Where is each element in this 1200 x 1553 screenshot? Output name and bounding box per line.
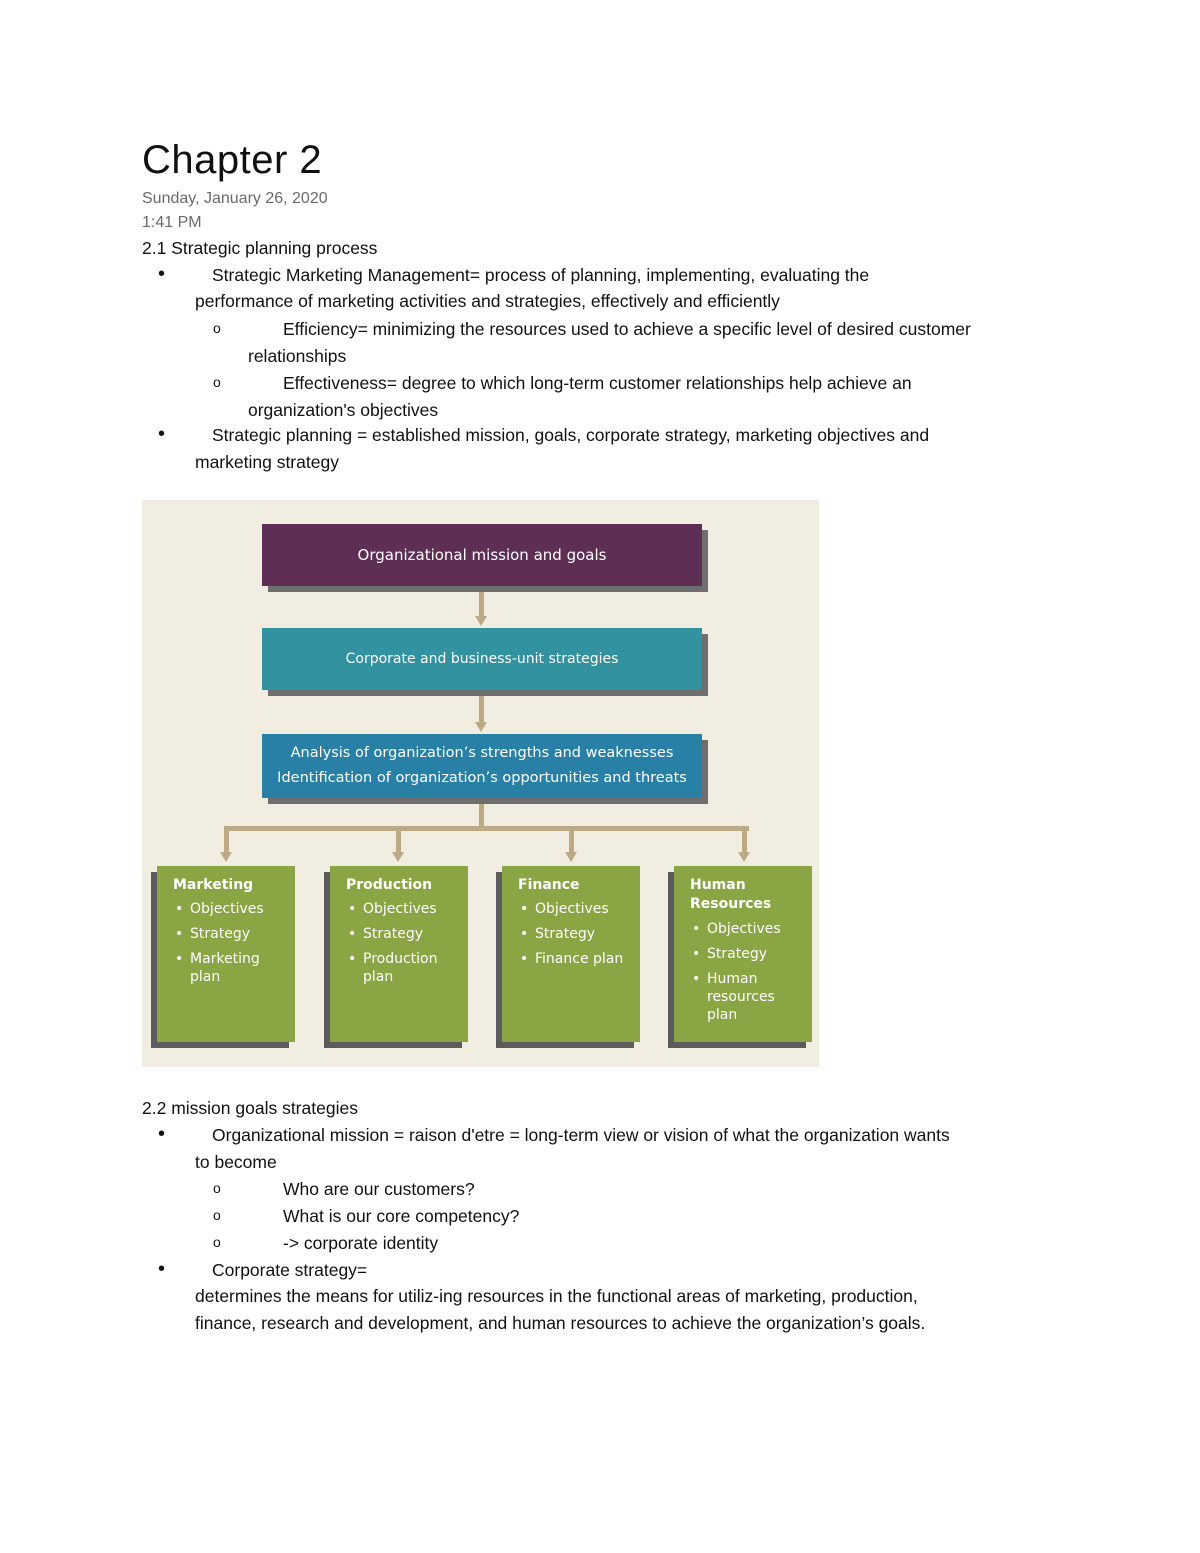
sub-bullet-text: organization's objectives: [248, 400, 439, 420]
function-item: • Finance plan: [518, 950, 636, 968]
function-title: Production: [346, 877, 433, 893]
page-title: Chapter 2: [142, 138, 323, 182]
sub-bullet-icon: o: [213, 1207, 221, 1223]
function-item: • Strategy: [690, 945, 808, 963]
function-item: • Production plan: [346, 950, 464, 986]
connector-line: [569, 826, 574, 852]
function-title: Human Resources: [690, 877, 772, 912]
function-item: • Strategy: [518, 925, 636, 943]
corporate-strategies-box: [262, 628, 702, 690]
sub-bullet-icon: o: [213, 1180, 221, 1196]
arrow-down-icon: [738, 852, 750, 862]
swot-label-line2: Identification of organization’s opportunities and threats: [277, 770, 687, 786]
arrow-down-icon: [220, 852, 232, 862]
sub-bullet-text: -> corporate identity: [283, 1233, 439, 1253]
bullet-text: performance of marketing activities and strategies, effectively and efficiently: [195, 291, 780, 311]
corporate-label: Corporate and business-unit strategies: [345, 651, 619, 667]
arrow-down-icon: [565, 852, 577, 862]
arrow-down-icon: [475, 616, 487, 626]
function-title: Finance: [518, 877, 580, 893]
sub-bullet-text: relationships: [248, 346, 347, 366]
function-item: • Objectives: [690, 920, 808, 938]
sub-bullet-icon: o: [213, 320, 221, 336]
strategic-planning-diagram: [142, 500, 819, 1067]
bullet-text: Strategic planning = established mission, goals, corporate strategy, marketing objectives and: [212, 425, 930, 445]
bullet-text: determines the means for utiliz-ing resources in the functional areas of marketing, production,: [195, 1286, 918, 1306]
production-box: [330, 866, 468, 1042]
sub-bullet-text: What is our core competency?: [283, 1206, 520, 1226]
function-item: • Objectives: [518, 900, 636, 918]
bullet-text: marketing strategy: [195, 452, 339, 472]
function-item: • Marketing plan: [173, 950, 291, 986]
sub-bullet-text: Efficiency= minimizing the resources used to achieve a specific level of desired customer: [283, 319, 971, 339]
bullet-icon: •: [158, 1123, 166, 1145]
sub-bullet-icon: o: [213, 1234, 221, 1250]
sub-bullet-text: Who are our customers?: [283, 1179, 475, 1199]
swot-analysis-box: [262, 734, 702, 798]
mission-label: Organizational mission and goals: [357, 546, 607, 564]
connector-line: [396, 826, 401, 852]
bullet-text: to become: [195, 1152, 277, 1172]
sub-bullet-icon: o: [213, 374, 221, 390]
bullet-text: Corporate strategy=: [212, 1260, 368, 1280]
page-date: Sunday, January 26, 2020: [142, 190, 328, 207]
bullet-text: Strategic Marketing Management= process of planning, implementing, evaluating the: [212, 265, 870, 285]
human-resources-box: [674, 866, 812, 1042]
connector-line: [479, 592, 484, 616]
section-heading-2-2: 2.2 mission goals strategies: [142, 1098, 358, 1118]
connector-line: [224, 826, 229, 852]
sub-bullet-text: Effectiveness= degree to which long-term customer relationships help achieve an: [283, 373, 912, 393]
bullet-icon: •: [158, 1258, 166, 1280]
section-heading-2-1: 2.1 Strategic planning process: [142, 238, 378, 258]
connector-line: [479, 804, 484, 828]
function-item: • Human resources plan: [690, 970, 787, 1024]
swot-label-line1: Analysis of organization’s strengths and weaknesses: [290, 745, 674, 761]
arrow-down-icon: [392, 852, 404, 862]
connector-line: [479, 696, 484, 722]
function-title: Marketing: [173, 877, 254, 893]
marketing-box: [157, 866, 295, 1042]
function-item: • Strategy: [346, 925, 464, 943]
bullet-icon: •: [158, 263, 166, 285]
function-item: • Strategy: [173, 925, 291, 943]
function-item: • Objectives: [173, 900, 291, 918]
function-item: • Objectives: [346, 900, 464, 918]
connector-line: [742, 826, 747, 852]
mission-box: [262, 524, 702, 586]
bullet-icon: •: [158, 423, 166, 445]
arrow-down-icon: [475, 722, 487, 732]
connector-horizontal-line: [224, 826, 749, 831]
finance-box: [502, 866, 640, 1042]
page-time: 1:41 PM: [142, 214, 202, 231]
bullet-text: Organizational mission = raison d'etre = long-term view or vision of what the organization wants: [212, 1125, 950, 1145]
bullet-text: finance, research and development, and human resources to achieve the organization’s goals.: [195, 1313, 926, 1333]
